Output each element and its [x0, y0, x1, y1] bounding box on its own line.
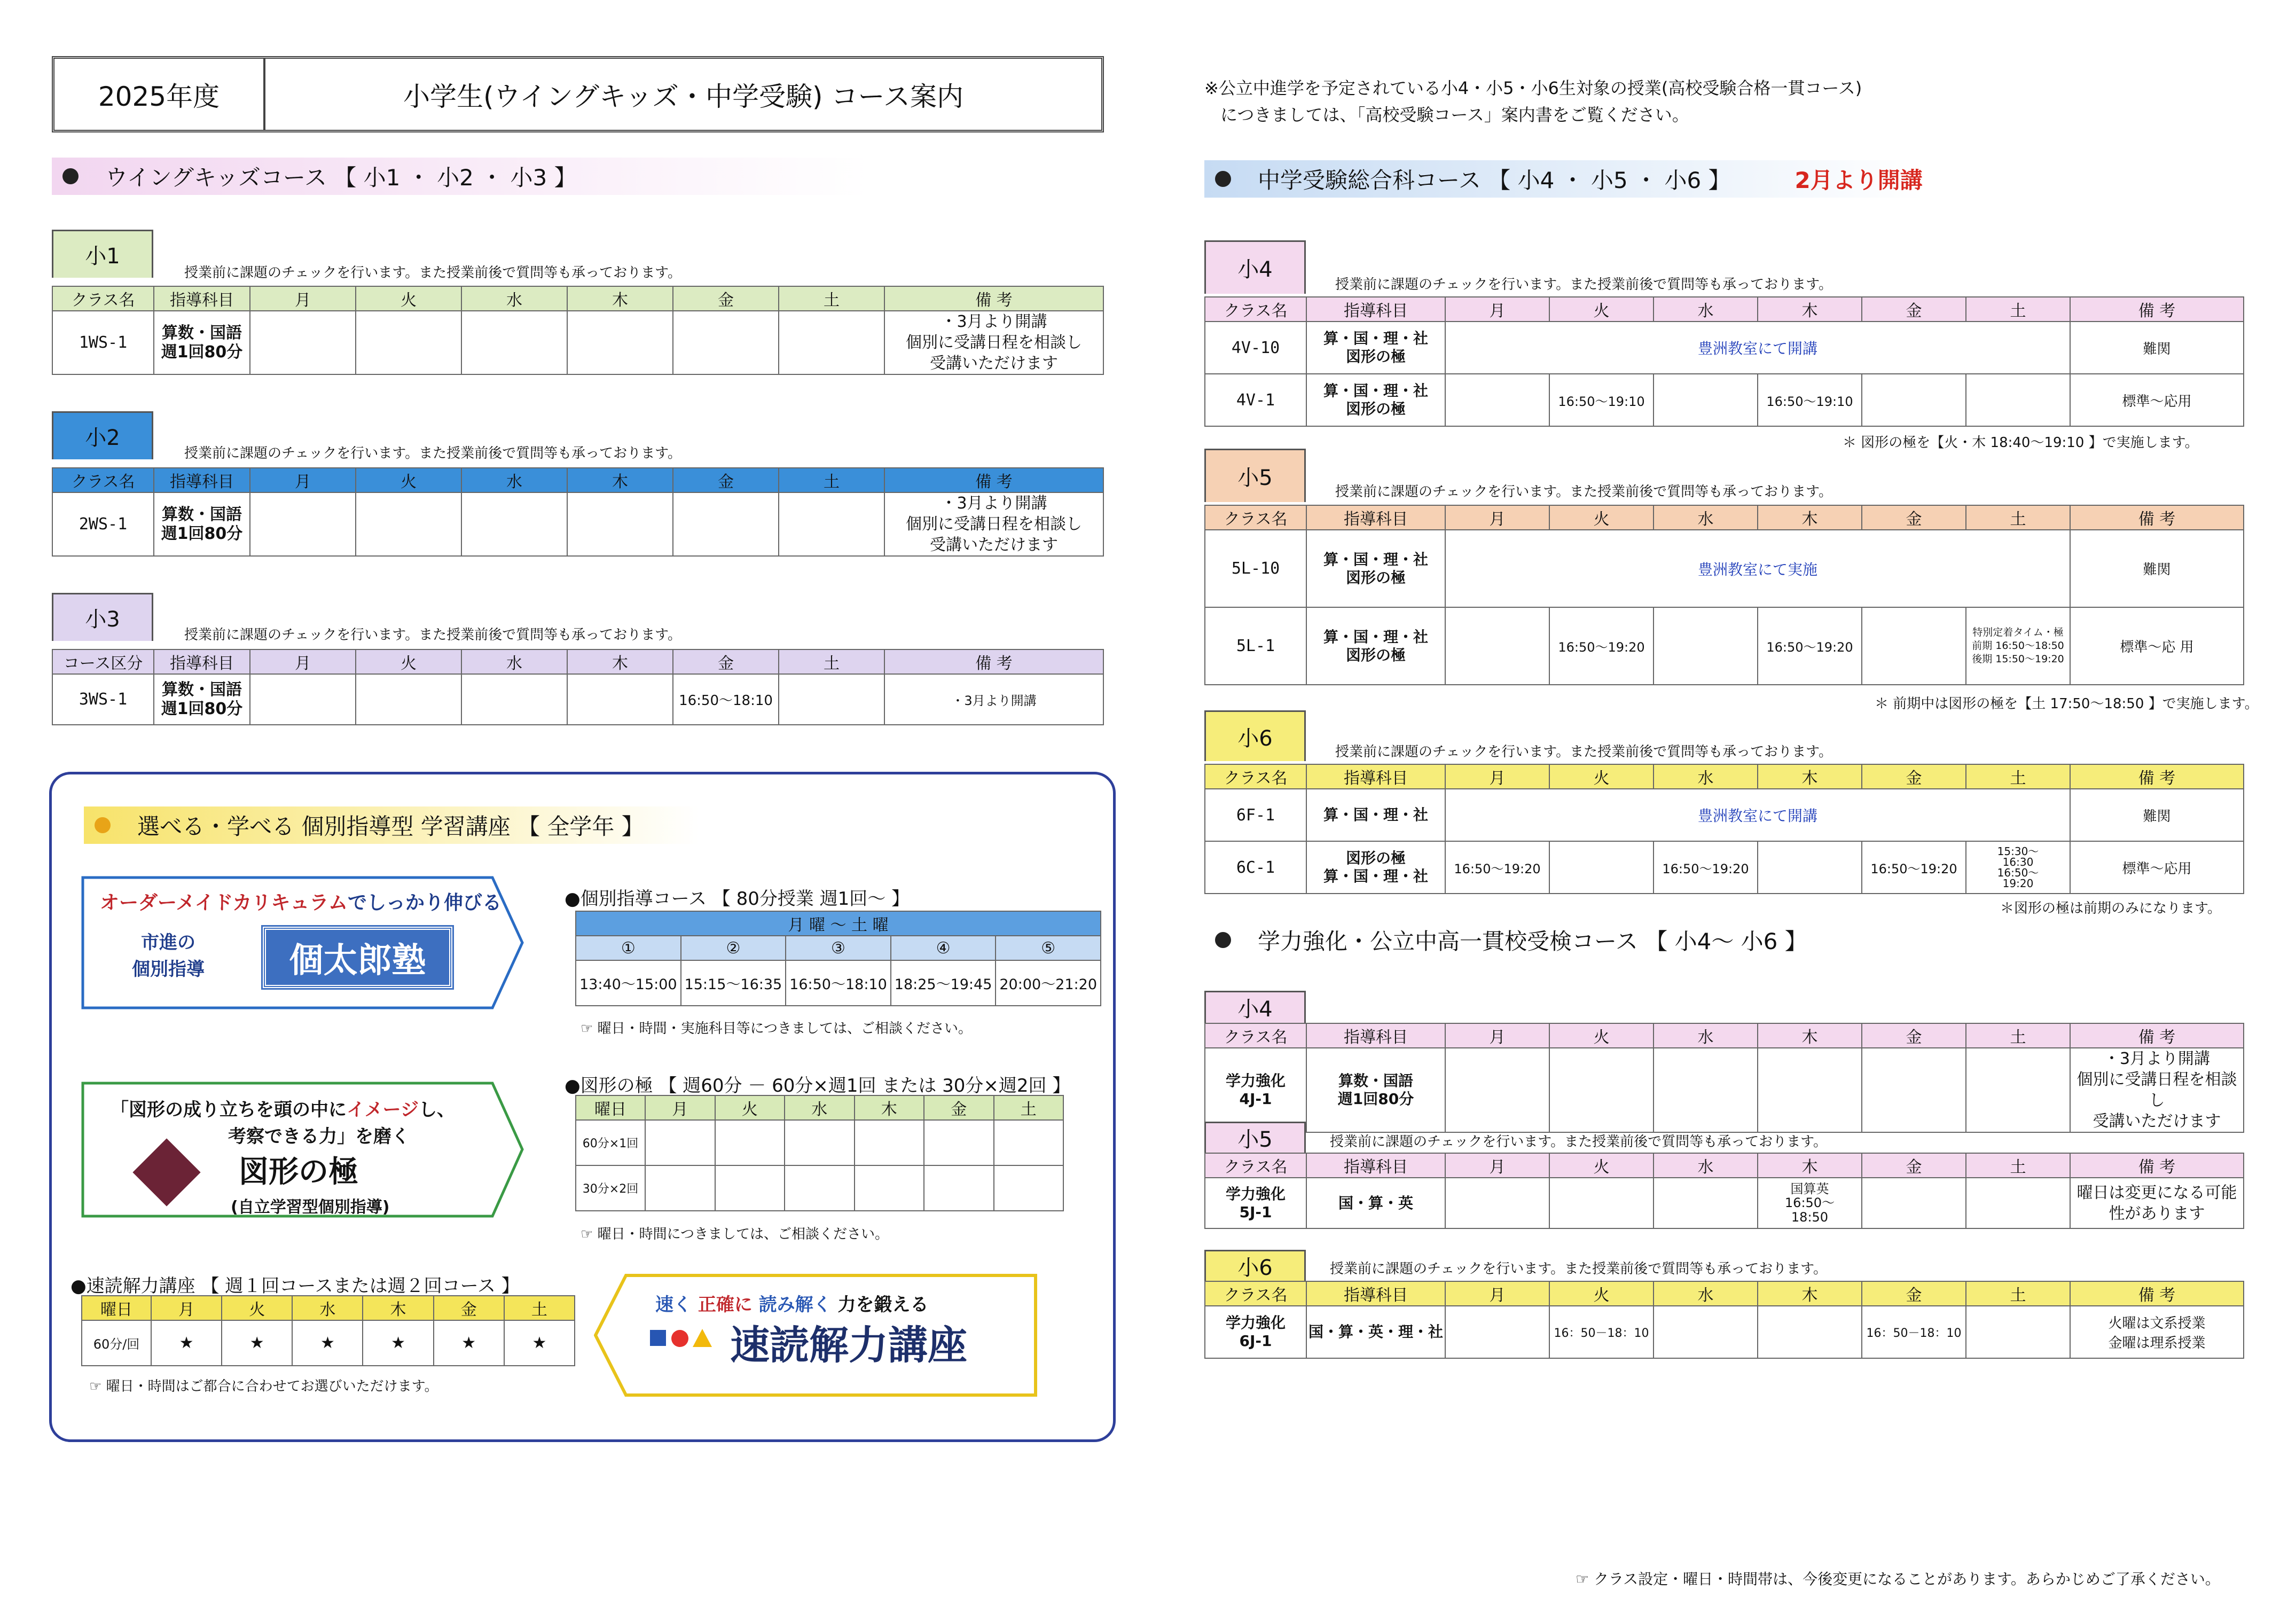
course2-title: ●図形の極 【 週60分 － 60分×週1回 または 30分×週2回 】	[565, 1075, 1071, 1097]
bullet-icon	[1215, 932, 1231, 948]
course3-note: ☞ 曜日・時間はご都合に合わせてお選びいただけます。	[89, 1379, 438, 1395]
grade-tab-2: 小2	[52, 411, 153, 459]
course1-title: ●個別指導コース 【 80分授業 週1回～ 】	[565, 888, 910, 910]
kotarou-catch: オーダーメイドカリキュラムでしっかり伸びる	[100, 892, 502, 914]
footer-note: ☞ クラス設定・曜日・時間帯は、今後変更になることがあります。あらかじめご了承ください。	[1576, 1570, 2220, 1588]
kyoka-table-6: クラス名 指導科目 月 火 水 木 金 土 備 考 学力強化 6J-1 国・算・英・理・社 16：50－18：10 16：50－18：10 火曜は文系授業 金曜は理系授業	[1204, 1281, 2244, 1359]
juken-tab-4: 小4	[1204, 240, 1306, 294]
kobetsu-panel: 選べる・学べる 個別指導型 学習講座 【 全学年 】 オーダーメイドカリキュラムでしっかり伸びる 市進の 個別指導 個太郎塾 ●個別指導コース 【 80分授業 週1回～ 】 月 曜 ～ 土 曜 ① ② ③ ④ ⑤ 13:40～15:00 15:15～16:35 16:50～18:10 18:25～19:45 20:00～21:20 ☞ 曜日・時間・実施科目等につきましては、ご相談ください。 「図形の成り立ちを頭の中にイメージし、 考察できる力」を磨く 図形の極 (自立学習型個別指導) ●図形の極 【 週60分 － 60分×週1回 または 30分×週2回 】 曜日 月 火 水 木 金 土 60分×1回 30分×2回 ☞ 曜日・時間につきましては、ご相談ください。 ●速読解力講座 【 週１回コースまたは週２回コース 】 曜日 月 火 水 木 金 土 60分/回 ★ ★ ★ ★ ★ ★ ☞ 曜日・時間はご都合に合わせてお選びいただけます。 速く 正確に 読み解く 力を鍛える 速読解力講座	[49, 772, 1116, 1442]
kobetsu-title: 選べる・学べる 個別指導型 学習講座 【 全学年 】	[84, 806, 767, 844]
juken-tab-5: 小5	[1204, 449, 1306, 502]
ichishin-label: 市進の 個別指導	[132, 932, 205, 980]
square-icon	[650, 1330, 666, 1346]
intro-text: 授業前に課題のチェックを行います。また授業前後で質問等も承っております。	[184, 265, 682, 281]
sokudoku-catch: 速く 正確に 読み解く 力を鍛える	[655, 1294, 929, 1315]
sokudoku-logo: 速読解力講座	[730, 1322, 967, 1368]
course2-note: ☞ 曜日・時間につきましては、ご相談ください。	[581, 1226, 889, 1242]
wing-section-title: ウイングキッズコース 【 小1 ・ 小2 ・ 小3 】	[52, 158, 960, 195]
course1-note: ☞ 曜日・時間・実施科目等につきましては、ご相談ください。	[581, 1021, 973, 1037]
kyoka-tab-4: 小4	[1204, 991, 1306, 1023]
page-title: 小学生(ウイングキッズ・中学受験) コース案内	[403, 81, 963, 112]
grade-tab-3: 小3	[52, 593, 153, 641]
year-label: 2025年度	[54, 59, 265, 130]
bullet-icon	[1215, 171, 1231, 187]
course3-title: ●速読解力講座 【 週１回コースまたは週２回コース 】	[70, 1275, 520, 1297]
zukei-title: 図形の極	[239, 1155, 358, 1189]
grade-tab-1: 小1	[52, 230, 153, 278]
bullet-icon	[62, 168, 79, 184]
zukei-catch: 「図形の成り立ちを頭の中にイメージし、	[111, 1099, 455, 1121]
juken-table-6: クラス名 指導科目 月 火 水 木 金 土 備 考 6F-1 算・国・理・社 豊洲教室にて開講 難関 6C-1 図形の極 算・国・理・社 16:50～19:20 16:50～19:20 16:50～19:20 15:30～ 16:30 16:50～ 19:20 標準～応用	[1204, 764, 2244, 894]
kobetsu-slots-table: 月 曜 ～ 土 曜 ① ② ③ ④ ⑤ 13:40～15:00 15:15～16:35 16:50～18:10 18:25～19:45 20:00～21:20	[575, 911, 1101, 1006]
juken-section-title: 中学受験総合科コース 【 小4 ・ 小5 ・ 小6 】 2月より開講	[1204, 160, 2005, 198]
kyoka-table-4: クラス名 指導科目 月 火 水 木 金 土 備 考 学力強化 4J-1 算数・国語 週1回80分 ・3月より開講 個別に受講日程を相談し 受講いただけます	[1204, 1023, 2244, 1133]
kyoka-tab-6: 小6	[1204, 1250, 1306, 1281]
zukei-table: 曜日 月 火 水 木 金 土 60分×1回 30分×2回	[575, 1095, 1064, 1211]
sokudoku-table: 曜日 月 火 水 木 金 土 60分/回 ★ ★ ★ ★ ★ ★	[81, 1295, 575, 1366]
wing-table-3: コース区分 指導科目 月 火 水 木 金 土 備 考 3WS-1 算数・国語 週1回80分 16:50～18:10 ・3月より開講	[52, 649, 1104, 725]
kyoka-section-title: 学力強化・公立中高一貫校受検コース 【 小4～ 小6 】	[1204, 921, 2112, 959]
juken-tab-6: 小6	[1204, 710, 1306, 761]
juken-table-5: クラス名 指導科目 月 火 水 木 金 土 備 考 5L-10 算・国・理・社 図形の極 豊洲教室にて実施 難関 5L-1 算・国・理・社 図形の極 16:50～19:20 16:50～19:20 特別定着タイム・極 前期 16:50～18:50 後期 15:50～19:20 標準～応 用	[1204, 505, 2244, 685]
juken-table-4: クラス名 指導科目 月 火 水 木 金 土 備 考 4V-10 算・国・理・社 図形の極 豊洲教室にて開講 難関 4V-1 算・国・理・社 図形の極 16:50～19:10 16:50～19:10 標準～応用	[1204, 296, 2244, 427]
bullet-icon	[95, 817, 111, 833]
circle-icon	[671, 1330, 688, 1347]
wing-table-2: クラス名 指導科目 月 火 水 木 金 土 備 考 2WS-1 算数・国語 週1回80分 ・3月より開講 個別に受講日程を相談し 受講いただけます	[52, 467, 1104, 557]
wing-table-1: クラス名 指導科目 月 火 水 木 金 土 備 考 1WS-1 算数・国語 週1回80分 ・3月より開講 個別に受講日程を相談し 受講いただけます	[52, 286, 1104, 375]
kotarou-logo: 個太郎塾	[263, 927, 452, 988]
kyoka-tab-5: 小5	[1204, 1122, 1306, 1153]
triangle-icon	[693, 1329, 712, 1347]
page-header	[52, 56, 1104, 132]
kyoka-table-5: クラス名 指導科目 月 火 水 木 金 土 備 考 学力強化 5J-1 国・算・英 国算英 16:50～ 18:50 曜日は変更になる可能性があります	[1204, 1153, 2244, 1229]
top-note: ※公立中進学を予定されている小4・小5・小6生対象の授業(高校受験合格一貫コース) につきましては、「高校受験コース」案内書をご覧ください。	[1204, 78, 1862, 125]
